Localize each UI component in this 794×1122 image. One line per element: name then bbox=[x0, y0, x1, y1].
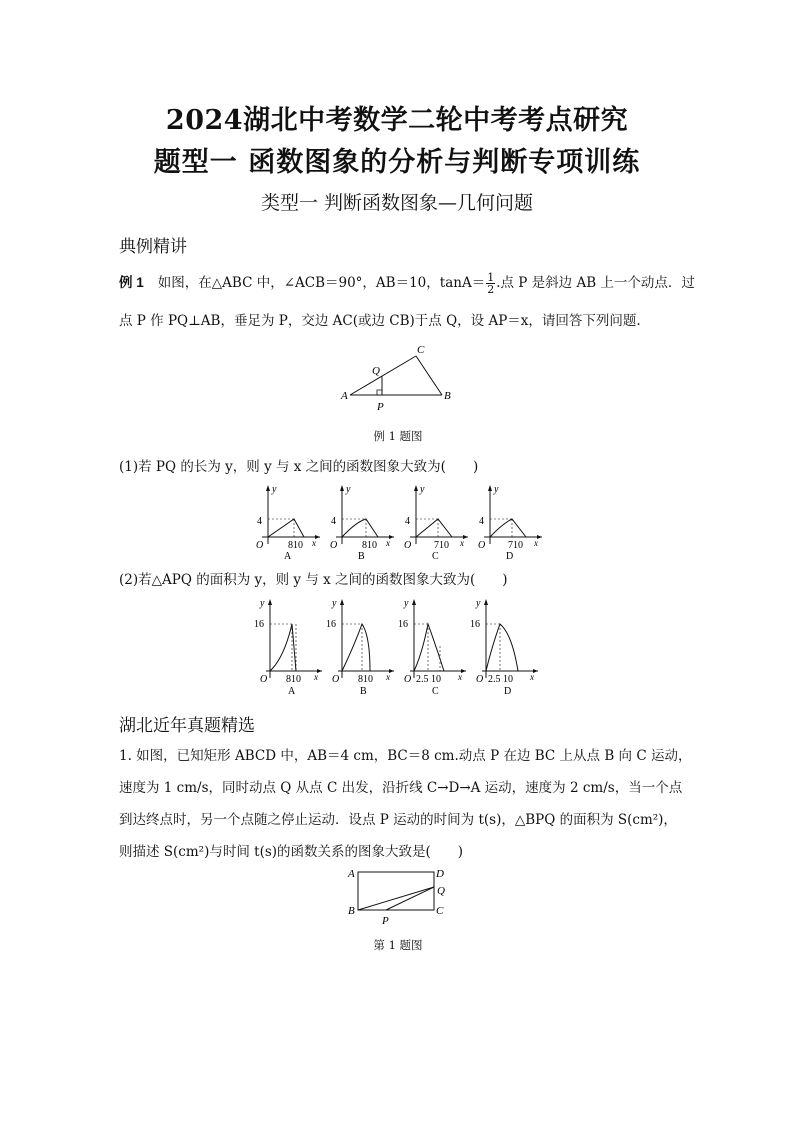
y-tick-label: 4 bbox=[331, 516, 336, 527]
label-a: A bbox=[341, 390, 348, 402]
y-axis-label: y bbox=[420, 484, 425, 495]
q2-curve-c bbox=[414, 624, 444, 671]
x-axis-label: x bbox=[458, 672, 462, 682]
x-axis-label: x bbox=[386, 538, 390, 548]
label-p: P bbox=[377, 401, 384, 413]
option-label: A bbox=[288, 686, 296, 697]
q1-curve-c bbox=[416, 519, 452, 537]
problem-1-line-2: 速度为 1 cm/s，同时动点 Q 从点 C 出发，沿折线 C→D→A 运动，速度为 2 cm/s，当一个点 bbox=[119, 780, 683, 796]
fraction-numerator: 1 bbox=[487, 271, 495, 284]
option-label: A bbox=[284, 551, 292, 562]
option-label: B bbox=[358, 551, 365, 562]
side-cb bbox=[416, 356, 442, 395]
q1-graph-c bbox=[404, 484, 468, 562]
origin-label: O bbox=[404, 674, 412, 685]
q1-curve-d bbox=[490, 519, 526, 537]
origin-label: O bbox=[332, 674, 340, 685]
origin-label: O bbox=[476, 674, 484, 685]
y-tick-label: 16 bbox=[398, 619, 408, 630]
question-2-text: (2)若△APQ 的面积为 y，则 y 与 x 之间的函数图象大致为( ) bbox=[119, 572, 508, 588]
example-text-b: .点 P 是斜边 AB 上一个动点．过 bbox=[496, 275, 695, 291]
y-axis-label: y bbox=[272, 484, 277, 495]
origin-label: O bbox=[330, 540, 338, 551]
rectangle-abcd bbox=[358, 872, 434, 910]
q1-graph-options bbox=[248, 482, 548, 562]
q2-graph-options bbox=[252, 596, 552, 698]
page-title: 2024湖北中考数学二轮中考考点研究 bbox=[165, 105, 629, 136]
question-1-text: (1)若 PQ 的长为 y，则 y 与 x 之间的函数图象大致为( ) bbox=[119, 459, 479, 475]
x-tick-labels: 2.5 10 bbox=[416, 674, 441, 685]
y-tick-label: 16 bbox=[470, 619, 480, 630]
q2-graph-a bbox=[254, 598, 322, 697]
example-line-2: 点 P 作 PQ⊥AB，垂足为 P，交边 AC(或边 CB)于点 Q，设 AP＝x，请回答下列问题. bbox=[119, 313, 641, 329]
rectangle-figure bbox=[340, 864, 460, 934]
q2-curve-a bbox=[270, 624, 296, 671]
option-label: D bbox=[504, 686, 512, 697]
example-text-a: 如图，在△ABC 中，∠ACB＝90°，AB＝10，tanA＝ bbox=[157, 275, 486, 291]
origin-label: O bbox=[256, 540, 264, 551]
x-axis-label: x bbox=[314, 672, 318, 682]
origin-label: O bbox=[478, 540, 486, 551]
example-line-1 bbox=[119, 271, 695, 296]
x-tick-labels: 710 bbox=[434, 540, 449, 551]
x-tick-labels: 810 bbox=[362, 540, 377, 551]
q1-graph-a bbox=[256, 484, 320, 562]
triangle-figure bbox=[338, 340, 458, 415]
label-c: C bbox=[436, 905, 444, 917]
x-tick-labels: 810 bbox=[286, 674, 301, 685]
q2-graph-c bbox=[398, 598, 466, 697]
side-ac bbox=[350, 356, 416, 395]
fraction-denominator: 2 bbox=[487, 283, 495, 296]
y-axis-label: y bbox=[476, 598, 481, 609]
right-angle-mark bbox=[377, 390, 382, 395]
x-tick-labels: 810 bbox=[358, 674, 373, 685]
segment-pq bbox=[386, 887, 434, 910]
page-subtitle: 题型一 函数图象的分析与判断专项训练 bbox=[153, 147, 641, 178]
x-axis-label: x bbox=[312, 538, 316, 548]
figure-caption-problem-1: 第 1 题图 bbox=[373, 938, 423, 952]
label-q: Q bbox=[372, 365, 380, 377]
q1-curve-b bbox=[342, 519, 378, 537]
y-tick-label: 4 bbox=[479, 516, 484, 527]
x-tick-labels: 810 bbox=[288, 540, 303, 551]
x-axis-label: x bbox=[530, 672, 534, 682]
option-label: C bbox=[432, 686, 439, 697]
label-c: C bbox=[417, 344, 425, 356]
y-axis-label: y bbox=[346, 484, 351, 495]
q2-graph-b bbox=[326, 598, 394, 697]
x-axis-label: x bbox=[534, 538, 538, 548]
x-tick-labels: 710 bbox=[508, 540, 523, 551]
segment-bq bbox=[358, 887, 434, 910]
option-label: C bbox=[432, 551, 439, 562]
option-label: D bbox=[506, 551, 514, 562]
tan-fraction bbox=[486, 272, 495, 295]
q2-curve-d bbox=[486, 624, 518, 671]
y-axis-label: y bbox=[494, 484, 499, 495]
label-b: B bbox=[348, 905, 355, 917]
example-label: 例 1 bbox=[119, 275, 144, 290]
y-axis-label: y bbox=[260, 598, 265, 609]
option-label: B bbox=[360, 686, 367, 697]
y-tick-label: 16 bbox=[326, 619, 336, 630]
origin-label: O bbox=[260, 674, 268, 685]
section-heading-examples: 典例精讲 bbox=[119, 237, 187, 257]
y-axis-label: y bbox=[332, 598, 337, 609]
origin-label: O bbox=[404, 540, 412, 551]
q1-curve-a bbox=[268, 519, 304, 537]
y-tick-label: 4 bbox=[405, 516, 410, 527]
label-p: P bbox=[382, 915, 389, 927]
label-b: B bbox=[444, 390, 451, 402]
y-axis-label: y bbox=[404, 598, 409, 609]
problem-1-line-4: 则描述 S(cm²)与时间 t(s)的函数关系的图象大致是( ) bbox=[119, 844, 464, 860]
x-axis-label: x bbox=[386, 672, 390, 682]
q2-curve-b bbox=[342, 624, 370, 671]
label-a: A bbox=[348, 868, 355, 880]
section-heading-real-exams: 湖北近年真题精选 bbox=[119, 716, 255, 736]
q2-graph-d bbox=[470, 598, 538, 697]
y-tick-label: 4 bbox=[257, 516, 262, 527]
y-tick-label: 16 bbox=[254, 619, 264, 630]
label-q: Q bbox=[437, 885, 445, 897]
x-tick-labels: 2.5 10 bbox=[488, 674, 513, 685]
q1-graph-b bbox=[330, 484, 394, 562]
x-axis-label: x bbox=[460, 538, 464, 548]
problem-1-line-3: 到达终点时，另一个点随之停止运动．设点 P 运动的时间为 t(s)，△BPQ 的面积为 S(cm²)， bbox=[119, 812, 677, 828]
q1-graph-d bbox=[478, 484, 542, 562]
figure-caption-example: 例 1 题图 bbox=[373, 429, 423, 443]
label-d: D bbox=[436, 868, 444, 880]
topic-heading: 类型一 判断函数图象—几何问题 bbox=[260, 192, 534, 214]
problem-1-line-1: 1. 如图，已知矩形 ABCD 中，AB＝4 cm，BC＝8 cm.动点 P 在边 BC 上从点 B 向 C 运动， bbox=[119, 748, 692, 764]
